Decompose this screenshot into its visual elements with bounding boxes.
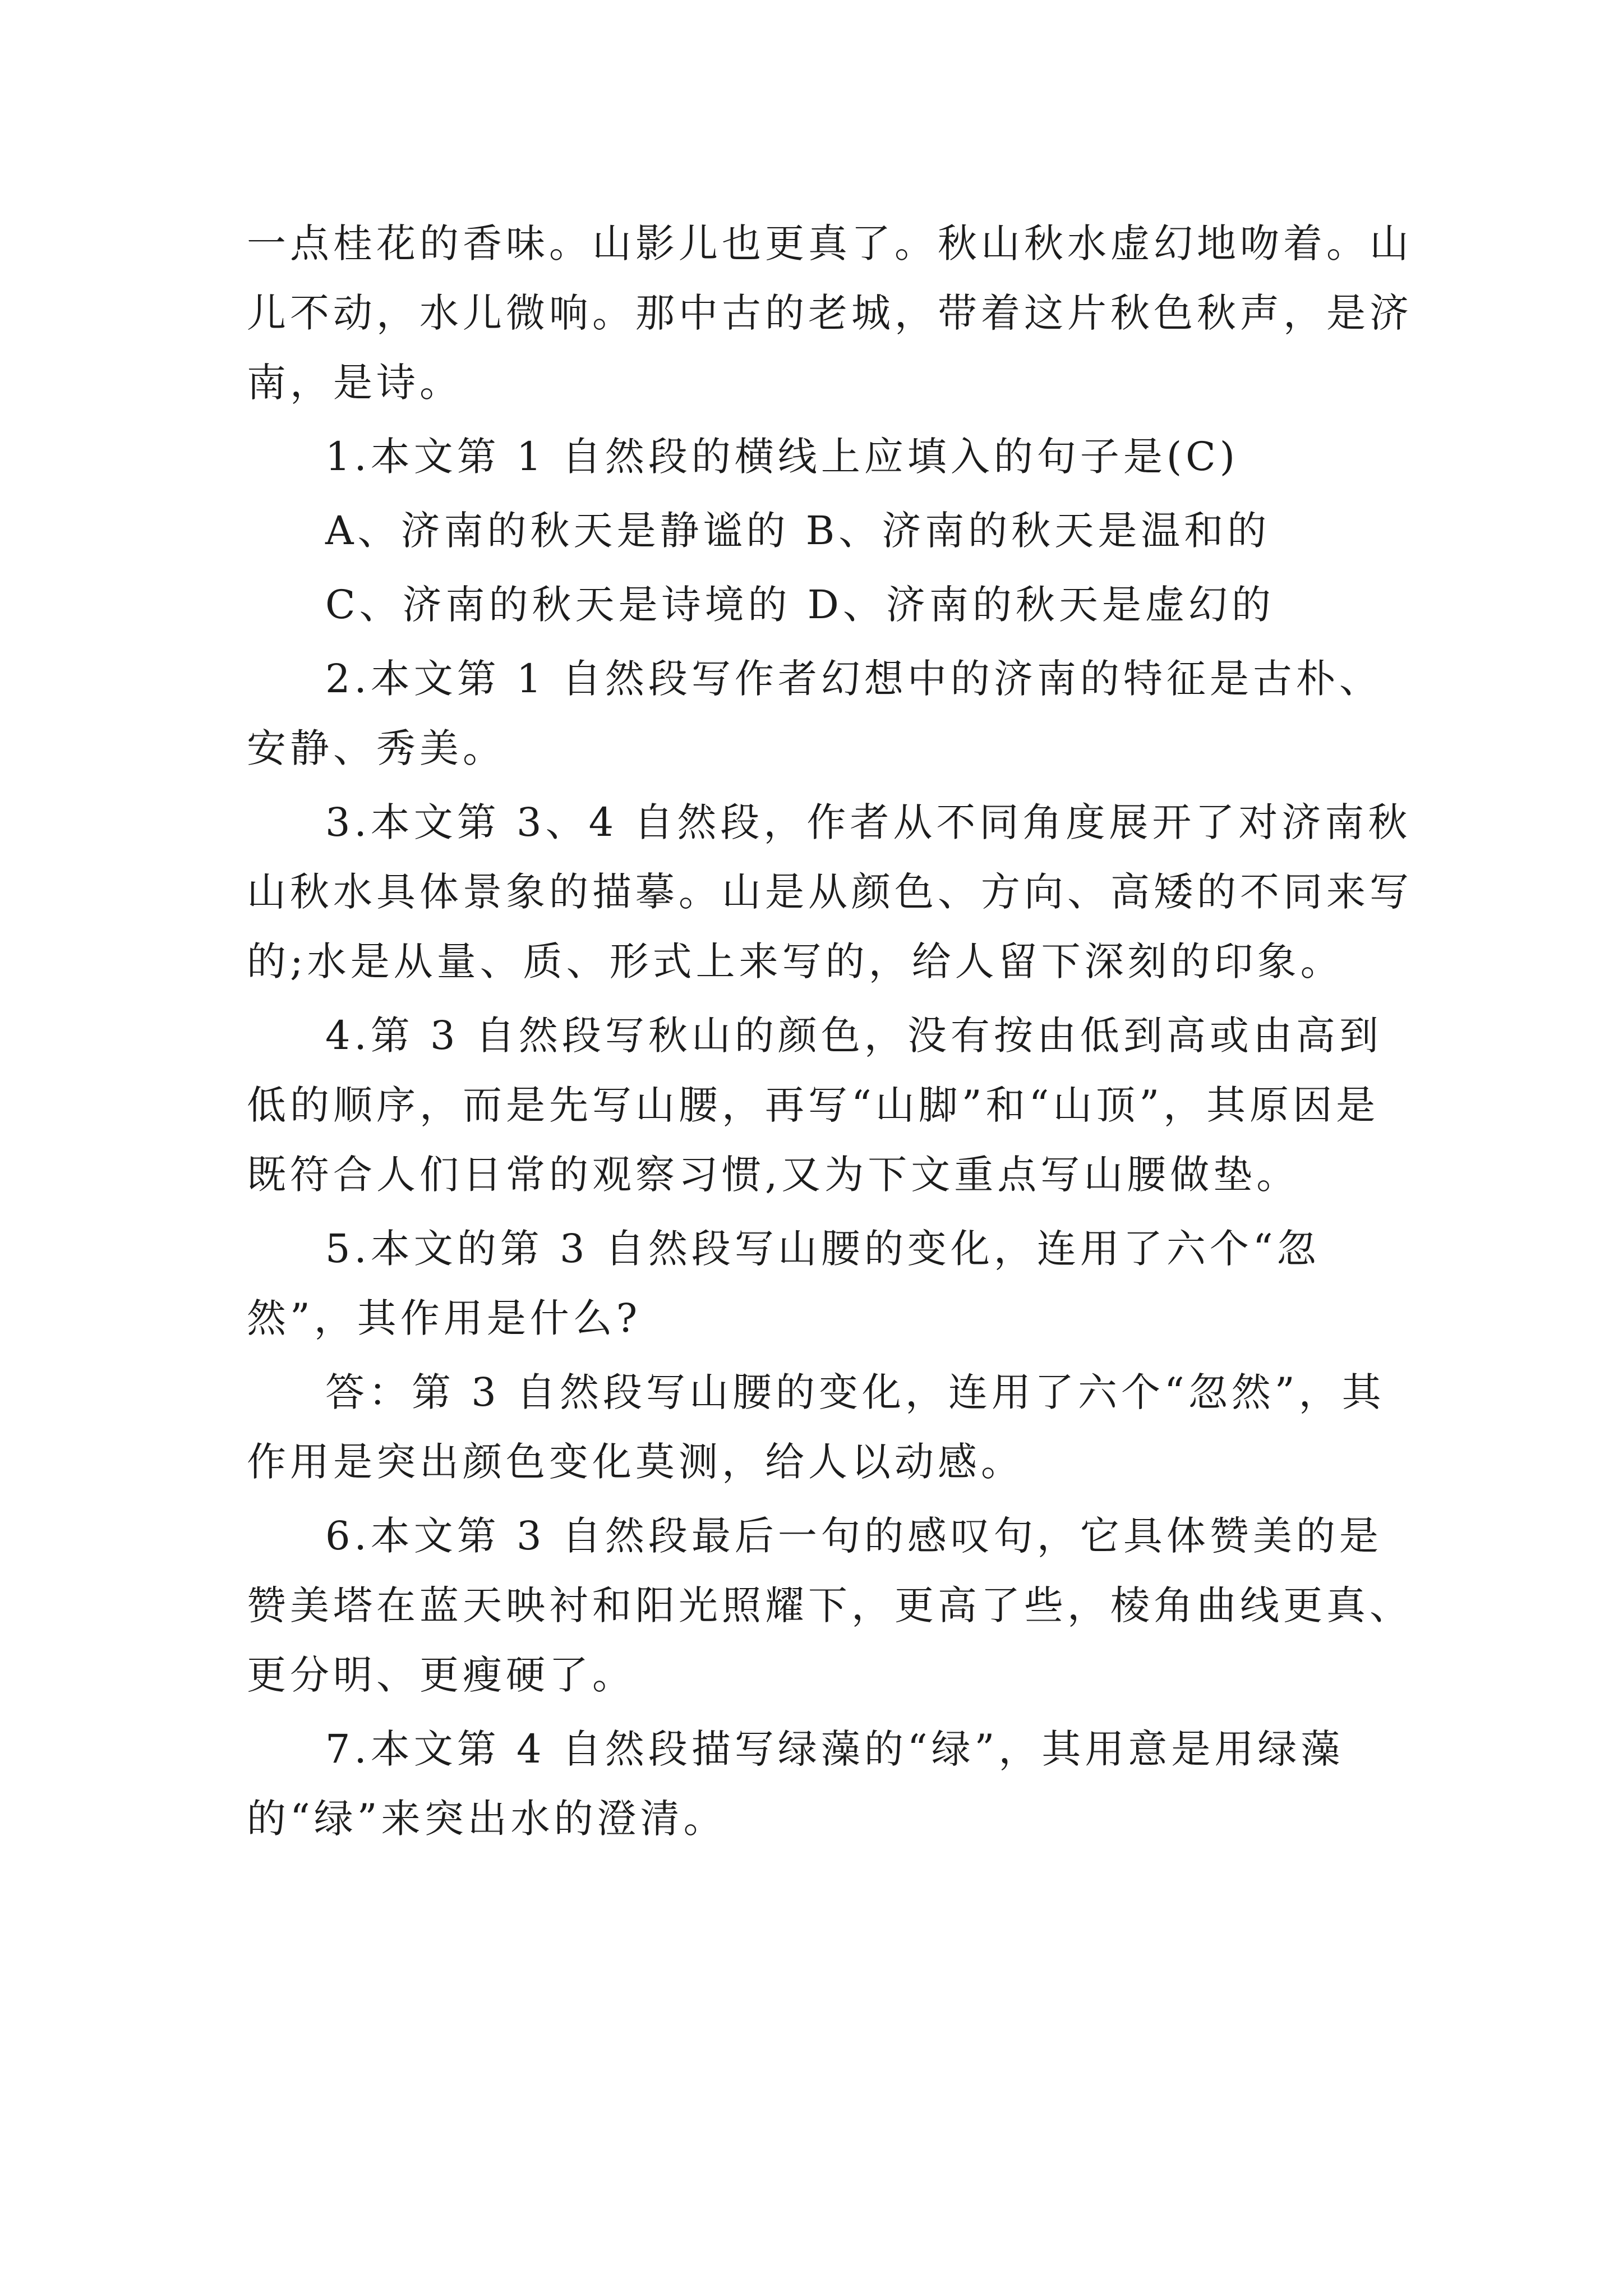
question-5: 5.本文的第 3 自然段写山腰的变化，连用了六个“忽然”，其作用是什么? — [247, 1226, 1320, 1341]
paragraph-continuation: 一点桂花的香味。山影儿也更真了。秋山秋水虚幻地吻着。山儿不动，水儿微响。那中古的老城，带着这片秋色秋声，是济南，是诗。 — [247, 220, 1413, 406]
question-1-options-ab: A、济南的秋天是静谧的 B、济南的秋天是温和的 — [325, 508, 1271, 554]
question-1-options-cd: C、济南的秋天是诗境的 D、济南的秋天是虚幻的 — [325, 582, 1275, 628]
question-3: 3.本文第 3、4 自然段，作者从不同角度展开了对济南秋山秋水具体景象的描摹。山是从颜色、方向、高矮的不同来写的;水是从量、质、形式上来写的，给人留下深刻的印象。 — [247, 799, 1413, 984]
question-1: 1.本文第 1 自然段的横线上应填入的句子是(C) — [325, 434, 1239, 480]
document-body — [247, 209, 1413, 1853]
answer-5: 答：第 3 自然段写山腰的变化，连用了六个“忽然”，其作用是突出颜色变化莫测，给人以动感。 — [247, 1369, 1385, 1485]
question-4: 4.第 3 自然段写秋山的颜色，没有按由低到高或由高到低的顺序，而是先写山腰，再写“山脚”和“山顶”，其原因是既符合人们日常的观察习惯,又为下文重点写山腰做垫。 — [247, 1013, 1382, 1198]
question-7: 7.本文第 4 自然段描写绿藻的“绿”，其用意是用绿藻的“绿”来突出水的澄清。 — [247, 1726, 1344, 1842]
question-6: 6.本文第 3 自然段最后一句的感叹句，它具体赞美的是赞美塔在蓝天映衬和阳光照耀下，更高了些，棱角曲线更真、更分明、更瘦硬了。 — [247, 1513, 1413, 1698]
question-2: 2.本文第 1 自然段写作者幻想中的济南的特征是古朴、安静、秀美。 — [247, 656, 1382, 771]
